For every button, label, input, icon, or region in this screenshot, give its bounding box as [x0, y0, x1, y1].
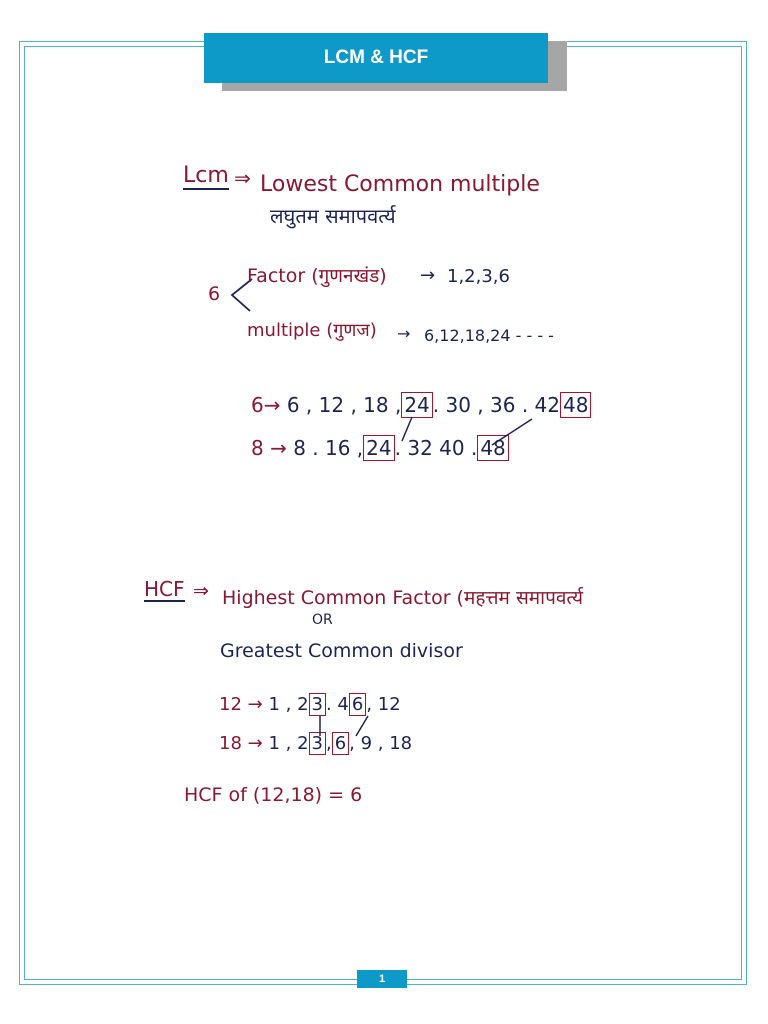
- lcm-hindi: लघुतम समापवर्त्य: [270, 204, 396, 228]
- row-18-post: , 9 , 18: [349, 733, 413, 754]
- row-12-label: 12 →: [219, 694, 263, 715]
- row-18-mid: ,: [325, 733, 332, 754]
- row-8-mid: . 32 40 .: [394, 436, 478, 460]
- row-12-mid: . 4: [325, 694, 349, 715]
- row-6-pre: 6 , 12 , 18 ,: [286, 393, 402, 417]
- multiple-values: 6,12,18,24 - - - -: [424, 326, 554, 345]
- row-6-label: 6→: [251, 393, 281, 417]
- row-12-post: , 12: [366, 694, 401, 715]
- hcf-or: OR: [312, 612, 333, 628]
- hcf-term: HCF: [144, 577, 185, 601]
- multiple-arrow: →: [397, 324, 411, 343]
- branch-number: 6: [208, 283, 221, 305]
- row-12-box-6: 6: [349, 693, 366, 716]
- multiple-label: multiple (गुणज): [247, 320, 377, 341]
- row-12-pre: 1 , 2: [268, 694, 309, 715]
- row-18-box-3: 3: [309, 732, 326, 755]
- row-6-box-24: 24: [401, 392, 432, 418]
- hcf-connector-lines: [300, 712, 380, 742]
- row-8-pre: 8 . 16 ,: [293, 436, 364, 460]
- hcf-alt: Greatest Common divisor: [220, 640, 463, 662]
- lcm-term: Lcm: [183, 163, 229, 188]
- hcf-arrow: ⇒: [193, 580, 209, 602]
- row-18-pre: 1 , 2: [268, 733, 309, 754]
- factor-label: Factor (गुणनखंड): [247, 265, 387, 287]
- lcm-definition: Lowest Common multiple: [260, 172, 540, 197]
- factor-arrow: →: [420, 265, 436, 286]
- row-8-box-48: 48: [477, 435, 508, 461]
- row-6-mid: . 30 , 36 . 42: [432, 393, 560, 417]
- factor-values: 1,2,3,6: [447, 266, 510, 287]
- row-12-box-3: 3: [309, 693, 326, 716]
- lcm-connector-lines: [360, 405, 560, 455]
- row-8-box-24: 24: [363, 435, 394, 461]
- page-title: LCM & HCF: [204, 33, 548, 83]
- hcf-result-text: HCF of (12,18) = 6: [184, 784, 363, 806]
- page-number: 1: [357, 970, 407, 988]
- row-18-box-6: 6: [332, 732, 349, 755]
- lcm-arrow: ⇒: [234, 166, 251, 190]
- hcf-result: [184, 784, 362, 806]
- row-18-label: 18 →: [219, 733, 263, 754]
- row-6-box-48: 48: [560, 392, 591, 418]
- hcf-definition: Highest Common Factor (महत्तम समापवर्त्य: [222, 587, 583, 609]
- row-8-label: 8 →: [251, 436, 287, 460]
